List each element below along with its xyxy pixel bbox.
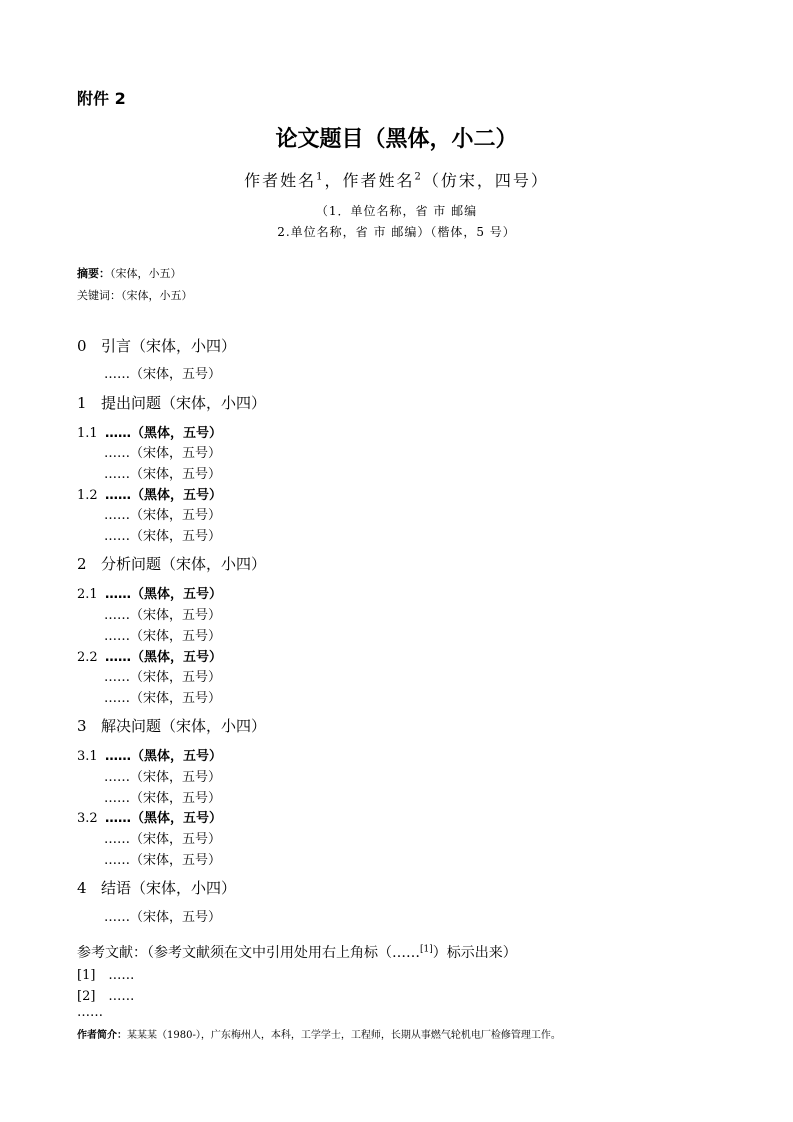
subsection-title: ……（黑体，五号） <box>105 426 223 441</box>
section-title: 分析问题（宋体，小四） <box>101 555 267 573</box>
references-heading-post: ）标示出来） <box>432 945 517 961</box>
section-number: 4 <box>77 879 87 897</box>
attachment-label: 附件 2 <box>77 89 126 108</box>
subsection-number: 3.2 <box>77 811 98 826</box>
body-line: ……（宋体，五号） <box>104 791 222 806</box>
reference-item: [2] …… <box>77 989 135 1004</box>
subsection-title: ……（黑体，五号） <box>105 488 223 503</box>
body-line: ……（宋体，五号） <box>104 608 222 623</box>
abstract-label: 摘要： <box>77 267 110 280</box>
section-heading <box>77 877 236 898</box>
subsection-heading <box>77 422 222 441</box>
body-line: ……（宋体，五号） <box>104 691 222 706</box>
body-line: ……（宋体，五号） <box>104 446 222 461</box>
affiliation-line-2: 2.单位名称，省 市 邮编）（楷体，5 号） <box>277 225 516 239</box>
reference-item: [1] …… <box>77 968 135 983</box>
author-bio-label: 作者简介： <box>77 1030 127 1041</box>
author-sup-2: 2 <box>414 171 423 183</box>
subsection-number: 1.1 <box>77 426 98 441</box>
paper-title: 论文题目（黑体，小二） <box>275 127 518 152</box>
subsection-title: ……（黑体，五号） <box>105 587 223 602</box>
author-separator: ， <box>324 171 343 190</box>
keywords-value: （宋体，小五） <box>121 289 193 302</box>
section-heading <box>77 553 266 574</box>
section-number: 0 <box>77 337 87 355</box>
reference-item: …… <box>77 1005 103 1020</box>
body-line: ……（宋体，五号） <box>104 508 222 523</box>
author-bio <box>77 1026 561 1041</box>
subsection-number: 3.1 <box>77 749 98 764</box>
subsection-title: ……（黑体，五号） <box>105 749 223 764</box>
subsection-heading <box>77 484 222 503</box>
subsection-heading <box>77 583 222 602</box>
author-name-1: 作者姓名 <box>244 171 317 190</box>
subsection-heading <box>77 745 222 764</box>
section-number: 3 <box>77 717 87 735</box>
section-heading <box>77 715 266 736</box>
subsection-heading <box>77 646 222 665</box>
references-heading-pre: 参考文献：（参考文献须在文中引用处用右上角标（…… <box>77 945 420 961</box>
section-title: 解决问题（宋体，小四） <box>101 717 267 735</box>
section-number: 2 <box>77 555 87 573</box>
subsection-number: 2.1 <box>77 587 98 602</box>
body-line: ……（宋体，五号） <box>104 629 222 644</box>
author-bio-text: 某某某（1980-），广东梅州人，本科，工学学士，工程师，长期从事燃气轮机电厂检修管理工作。 <box>127 1030 561 1041</box>
subsection-heading <box>77 807 222 826</box>
body-line: ……（宋体，五号） <box>104 832 222 847</box>
author-name-2: 作者姓名 <box>342 171 415 190</box>
body-line: ……（宋体，五号） <box>104 853 222 868</box>
subsection-title: ……（黑体，五号） <box>105 650 223 665</box>
section-heading <box>77 335 236 356</box>
references-heading <box>77 942 517 962</box>
abstract-line <box>77 265 182 281</box>
citation-sup: [1] <box>420 944 433 955</box>
body-line: ……（宋体，五号） <box>104 670 222 685</box>
keywords-label: 关键词： <box>77 289 121 302</box>
author-font-note: （仿宋，四号） <box>422 171 549 190</box>
body-line: ……（宋体，五号） <box>104 910 222 925</box>
subsection-number: 1.2 <box>77 488 98 503</box>
section-number: 1 <box>77 394 87 412</box>
subsection-number: 2.2 <box>77 650 98 665</box>
author-line <box>0 168 793 191</box>
section-title: 引言（宋体，小四） <box>101 337 237 355</box>
affiliation-line-1: （1．单位名称，省 市 邮编 <box>315 204 478 218</box>
section-title: 提出问题（宋体，小四） <box>101 394 267 412</box>
section-heading <box>77 392 266 413</box>
body-line: ……（宋体，五号） <box>104 529 222 544</box>
body-line: ……（宋体，五号） <box>104 467 222 482</box>
subsection-title: ……（黑体，五号） <box>105 811 223 826</box>
body-line: ……（宋体，五号） <box>104 367 222 382</box>
section-title: 结语（宋体，小四） <box>101 879 237 897</box>
keywords-line <box>77 287 193 303</box>
abstract-value: （宋体，小五） <box>110 267 182 280</box>
body-line: ……（宋体，五号） <box>104 770 222 785</box>
author-sup-1: 1 <box>316 171 325 183</box>
